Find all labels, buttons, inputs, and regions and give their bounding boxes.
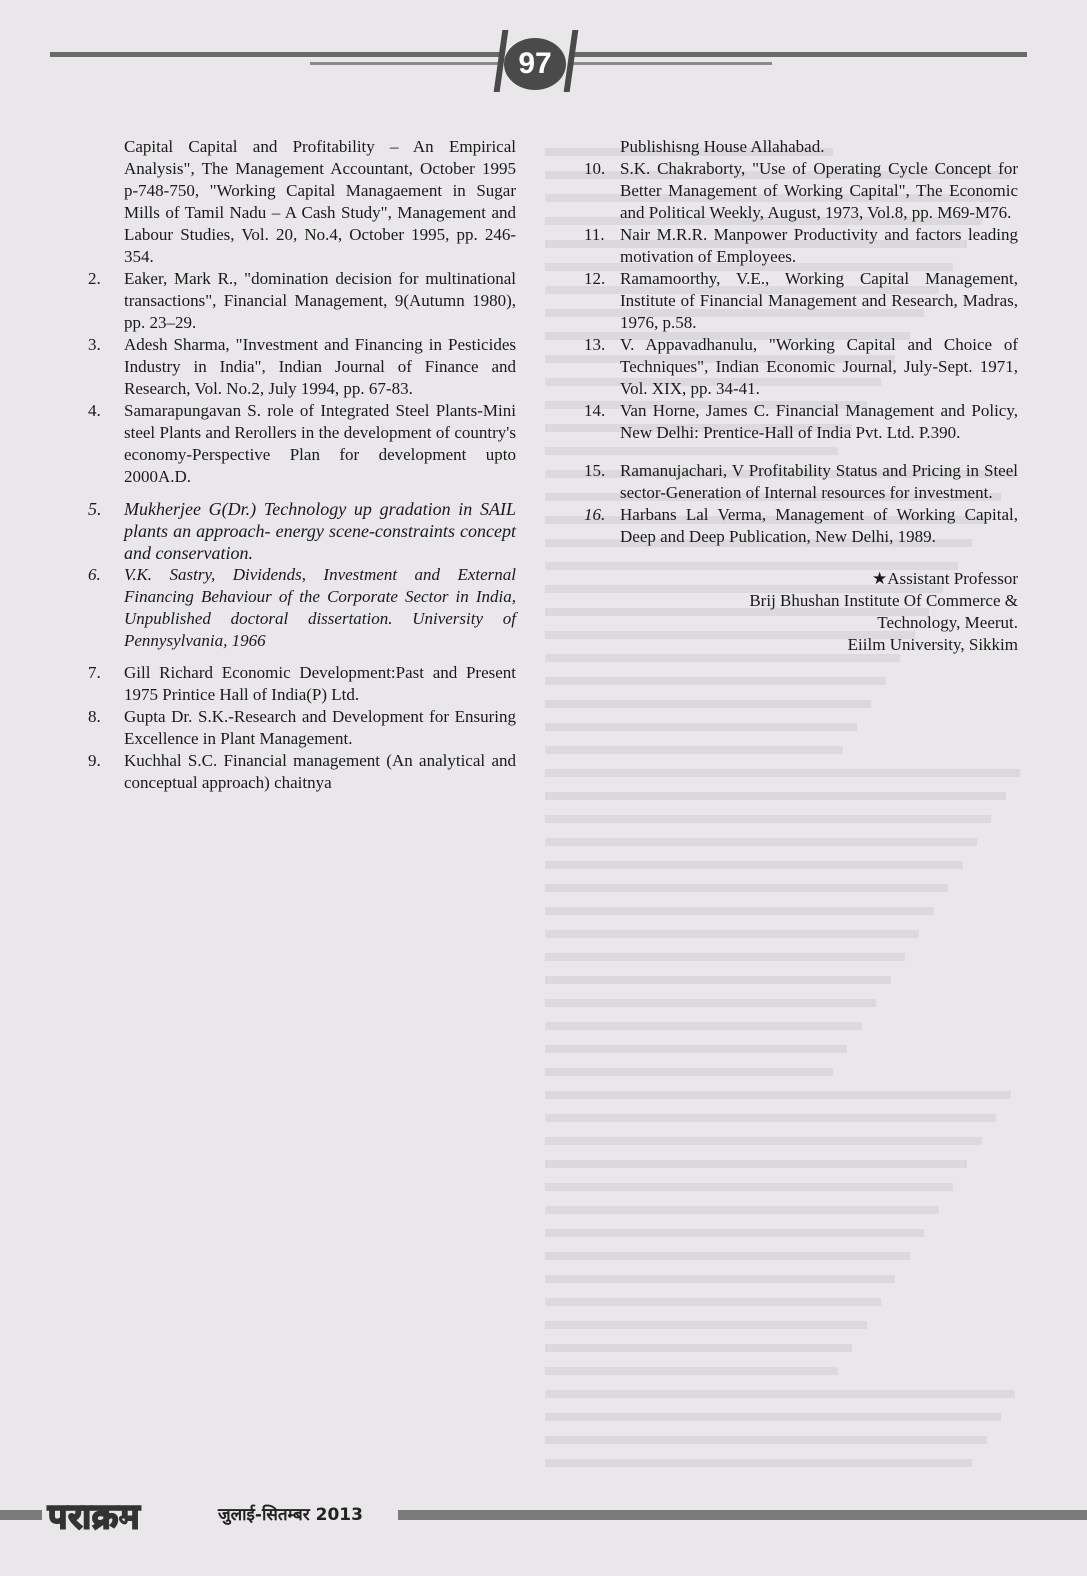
reference-text: V.K. Sastry, Dividends, Investment and External Financing Behaviour of the Corporate Sector in India, Unpublished doctoral dissertation. University of Pennysylvania, 1966: [124, 565, 516, 650]
journal-logo: पराक्रम: [48, 1497, 141, 1537]
reference-item: [584, 136, 1018, 158]
reference-text: Eaker, Mark R., "domination decision for multinational transactions", Financial Management, 9(Autumn 1980), pp. 23–29.: [124, 269, 516, 332]
reference-text: Ramanujachari, V Profitability Status and Pricing in Steel sector-Generation of Internal resources for investment.: [620, 461, 1018, 502]
reference-number: 11.: [584, 225, 605, 244]
reference-text: Van Horne, James C. Financial Management and Policy, New Delhi: Prentice-Hall of India Pvt. Ltd. P.390.: [620, 401, 1018, 442]
reference-text: V. Appavadhanulu, "Working Capital and Choice of Techniques", Indian Economic Journal, July-Sept. 1971, Vol. XIX, pp. 34-41.: [620, 335, 1018, 398]
reference-text: Publishisng House Allahabad.: [620, 137, 825, 156]
reference-item: [88, 706, 516, 750]
reference-number: 16.: [584, 505, 606, 524]
reference-number: 12.: [584, 269, 606, 288]
header-subrule-left: [310, 62, 500, 65]
reference-text: Kuchhal S.C. Financial management (An analytical and conceptual approach) chaitnya: [124, 751, 516, 792]
reference-text: Gill Richard Economic Development:Past and Present 1975 Printice Hall of India(P) Ltd.: [124, 663, 516, 704]
reference-text: Mukherjee G(Dr.) Technology up gradation in SAIL plants an approach- energy scene-constraints concept and conservation.: [124, 499, 516, 563]
reference-item: [88, 750, 516, 794]
reference-number: 7.: [88, 663, 101, 682]
reference-number: 10.: [584, 159, 606, 178]
reference-text: Ramamoorthy, V.E., Working Capital Management, Institute of Financial Management and Research, Madras, 1976, p.58.: [620, 269, 1018, 332]
reference-text: Gupta Dr. S.K.-Research and Development for Ensuring Excellence in Plant Management.: [124, 707, 516, 748]
footer-rule-left: [0, 1510, 42, 1520]
reference-text: Capital Capital and Profitability – An Empirical Analysis", The Management Accountant, October 1995 p-748-750, "Working Capital Managaement in Sugar Mills of Tamil Nadu – A Cash Study", Management and Labour Studies, Vol. 20, No.4, October 1995, pp. 246-354.: [124, 137, 516, 266]
reference-item: [88, 136, 516, 268]
reference-item: [584, 504, 1018, 548]
references-left-column: [88, 136, 516, 794]
reference-text: Nair M.R.R. Manpower Productivity and factors leading motivation of Employees.: [620, 225, 1018, 266]
footer-rule-right: [398, 1510, 1087, 1520]
reference-item: [584, 224, 1018, 268]
author-affiliation: [584, 568, 1018, 656]
reference-number: 14.: [584, 401, 606, 420]
reference-number: 2.: [88, 269, 101, 288]
reference-number: 4.: [88, 401, 101, 420]
affiliation-line: Eiilm University, Sikkim: [847, 635, 1018, 654]
reference-item: [584, 400, 1018, 444]
reference-item: [584, 268, 1018, 334]
reference-number: 9.: [88, 751, 101, 770]
reference-item: [584, 334, 1018, 400]
reference-number: 5.: [88, 499, 102, 519]
reference-number: 15.: [584, 461, 606, 480]
reference-item: [88, 498, 516, 564]
reference-text: Adesh Sharma, "Investment and Financing in Pesticides Industry in India", Indian Journal of Finance and Research, Vol. No.2, July 1994, pp. 67-83.: [124, 335, 516, 398]
reference-item: [88, 662, 516, 706]
issue-date: जुलाई-सितम्बर 2013: [218, 1505, 363, 1525]
reference-item: [88, 564, 516, 652]
header-rule-right: [572, 52, 1027, 57]
reference-item: [584, 460, 1018, 504]
reference-number: 8.: [88, 707, 101, 726]
affiliation-line: Brij Bhushan Institute Of Commerce &: [749, 591, 1018, 610]
reference-item: [88, 268, 516, 334]
reference-number: 13.: [584, 335, 606, 354]
reference-item: [88, 334, 516, 400]
header-rule-left: [50, 52, 500, 57]
affiliation-line: Technology, Meerut.: [877, 613, 1018, 632]
reference-item: [88, 400, 516, 488]
header-subrule-right: [572, 62, 772, 65]
references-right-column: [584, 136, 1018, 656]
reference-text: S.K. Chakraborty, "Use of Operating Cycle Concept for Better Management of Working Capital", The Economic and Political Weekly, August, 1973, Vol.8, pp. M69-M76.: [620, 159, 1018, 222]
reference-item: [584, 158, 1018, 224]
reference-text: Samarapungavan S. role of Integrated Steel Plants-Mini steel Plants and Rerollers in the development of country's economy-Perspective Plan for development upto 2000A.D.: [124, 401, 516, 486]
reference-text: Harbans Lal Verma, Management of Working Capital, Deep and Deep Publication, New Delhi, 1989.: [620, 505, 1018, 546]
reference-number: 3.: [88, 335, 101, 354]
reference-number: 6.: [88, 565, 101, 584]
author-title: ★Assistant Professor: [871, 569, 1018, 588]
page-number: 97: [504, 38, 566, 90]
